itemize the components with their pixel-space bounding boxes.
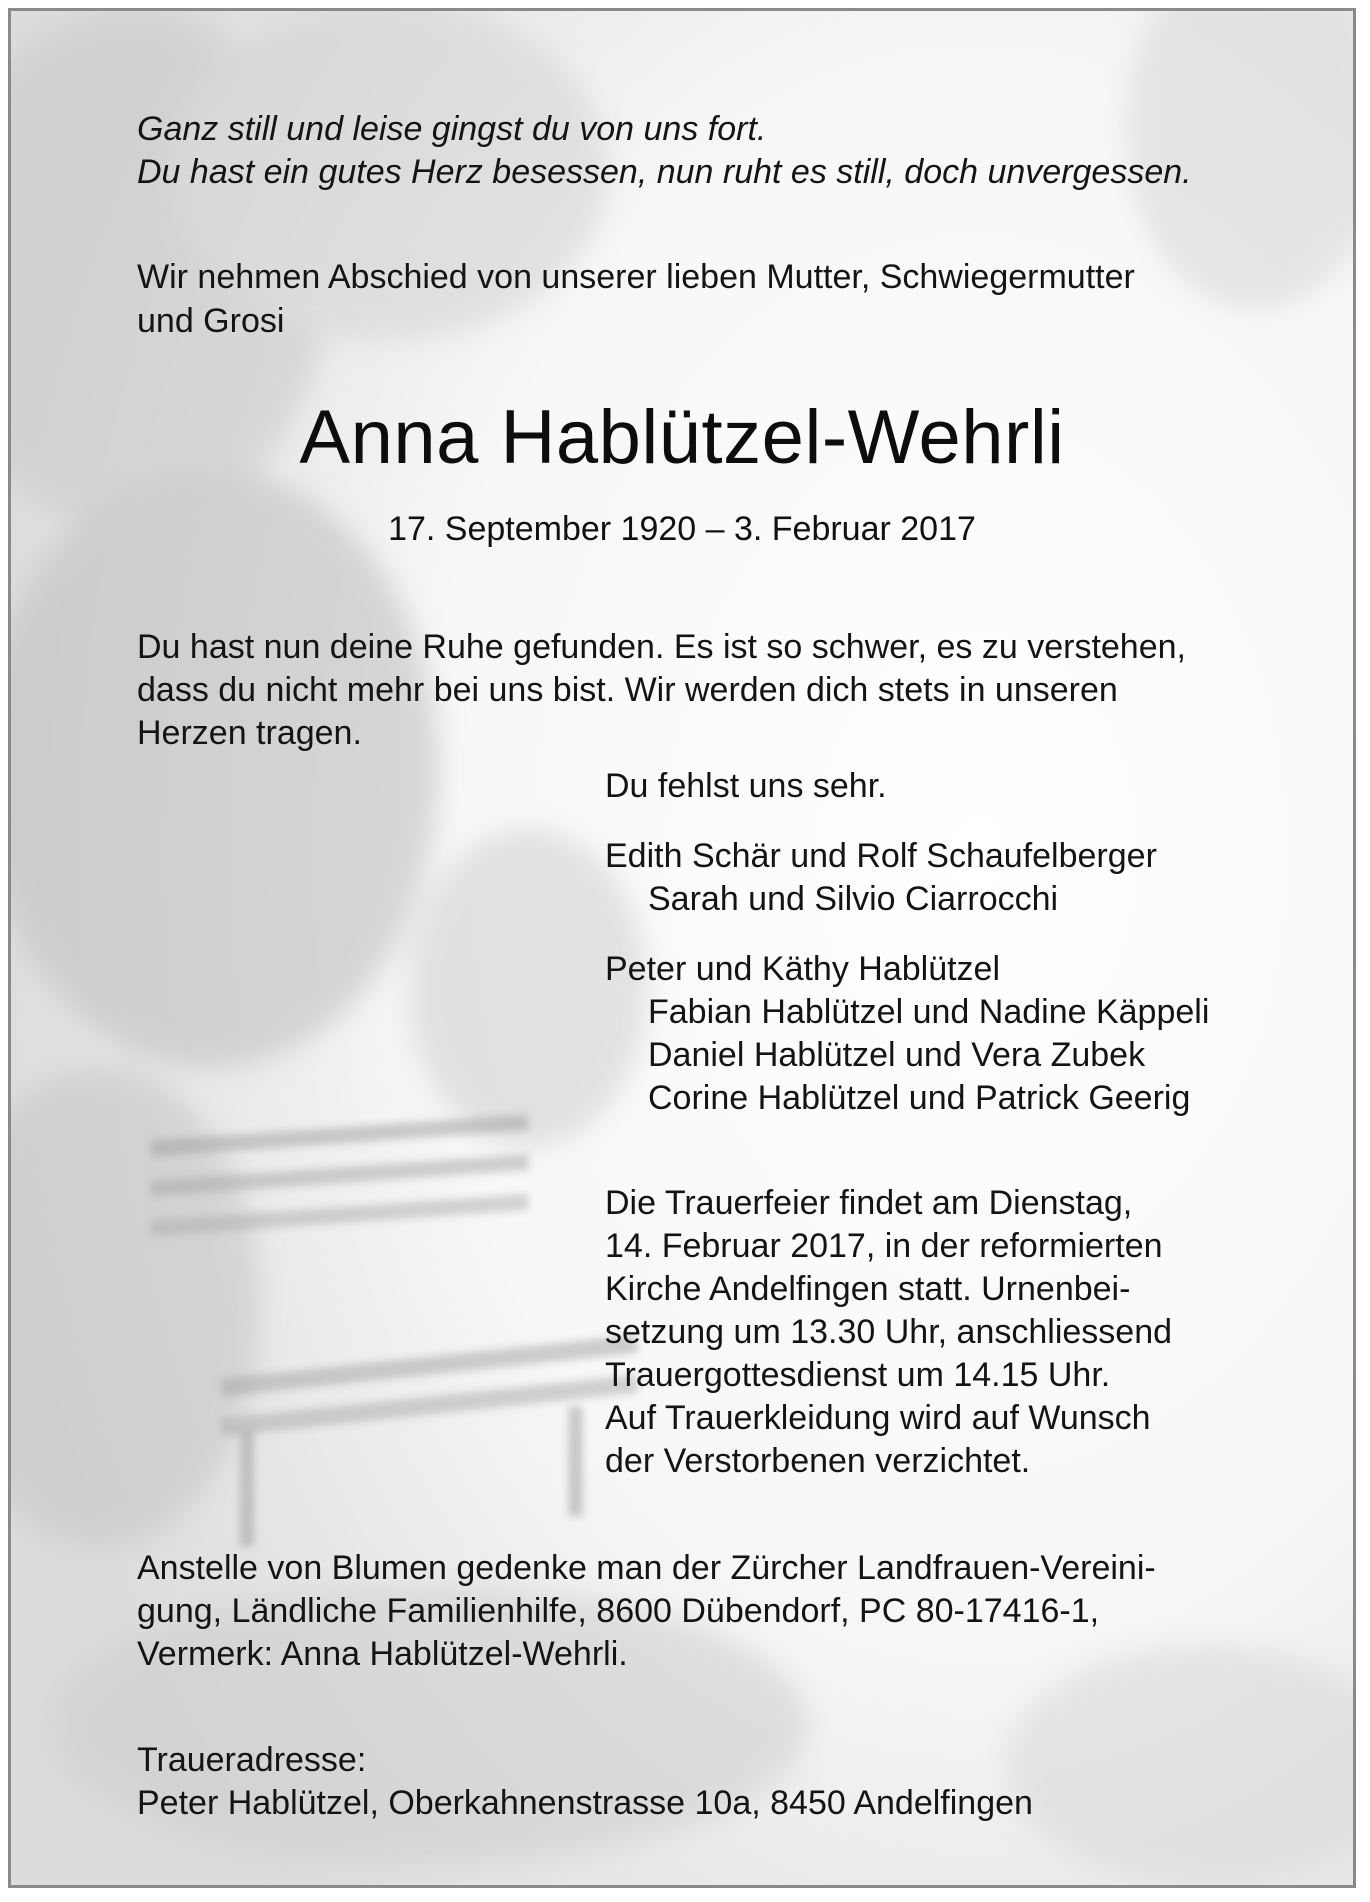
ceremony-line: Kirche Andelfingen statt. Urnenbei-	[605, 1270, 1131, 1308]
intro-line-2: und Grosi	[137, 302, 285, 340]
address-value: Peter Hablützel, Oberkahnenstrasse 10a, 8450 Andelfingen	[137, 1784, 1033, 1822]
verse-line-2: Du hast ein gutes Herz besessen, nun ruht es still, doch unvergessen.	[137, 153, 1192, 191]
ceremony-line: Die Trauerfeier findet am Dienstag,	[605, 1184, 1133, 1222]
life-dates: 17. September 1920 – 3. Februar 2017	[388, 510, 976, 548]
donation-line-3: Vermerk: Anna Hablützel-Wehrli.	[137, 1635, 628, 1673]
closing-line: Du fehlst uns sehr.	[605, 767, 887, 805]
donation-line-1: Anstelle von Blumen gedenke man der Zürcher Landfrauen-Vereini-	[137, 1549, 1156, 1587]
family-group-2-member: Fabian Hablützel und Nadine Käppeli	[648, 993, 1210, 1031]
message-line-2: dass du nicht mehr bei uns bist. Wir werden dich stets in unseren	[137, 671, 1118, 709]
family-group-1-member: Sarah und Silvio Ciarrocchi	[648, 880, 1059, 918]
deceased-name: Anna Hablützel-Wehrli	[299, 395, 1065, 480]
obituary-notice	[8, 8, 1356, 1888]
ceremony-line: Trauergottesdienst um 14.15 Uhr.	[605, 1356, 1111, 1394]
ceremony-line: setzung um 13.30 Uhr, anschliessend	[605, 1313, 1173, 1351]
ceremony-line: 14. Februar 2017, in der reformierten	[605, 1227, 1163, 1265]
intro-line-1: Wir nehmen Abschied von unserer lieben Mutter, Schwiegermutter	[137, 258, 1135, 296]
verse-line-1: Ganz still und leise gingst du von uns fort.	[137, 110, 767, 148]
family-group-2-member: Daniel Hablützel und Vera Zubek	[648, 1036, 1146, 1074]
family-group-2-member: Corine Hablützel und Patrick Geerig	[648, 1079, 1191, 1117]
address-label: Traueradresse:	[137, 1741, 367, 1779]
family-group-1-head: Edith Schär und Rolf Schaufelberger	[605, 837, 1157, 875]
notice-content	[11, 11, 1353, 1885]
donation-line-2: gung, Ländliche Familienhilfe, 8600 Dübendorf, PC 80-17416-1,	[137, 1592, 1100, 1630]
ceremony-line: der Verstorbenen verzichtet.	[605, 1442, 1031, 1480]
ceremony-line: Auf Trauerkleidung wird auf Wunsch	[605, 1399, 1151, 1437]
message-line-3: Herzen tragen.	[137, 714, 362, 752]
message-line-1: Du hast nun deine Ruhe gefunden. Es ist so schwer, es zu verstehen,	[137, 628, 1186, 666]
family-group-2-head: Peter und Käthy Hablützel	[605, 950, 1001, 988]
